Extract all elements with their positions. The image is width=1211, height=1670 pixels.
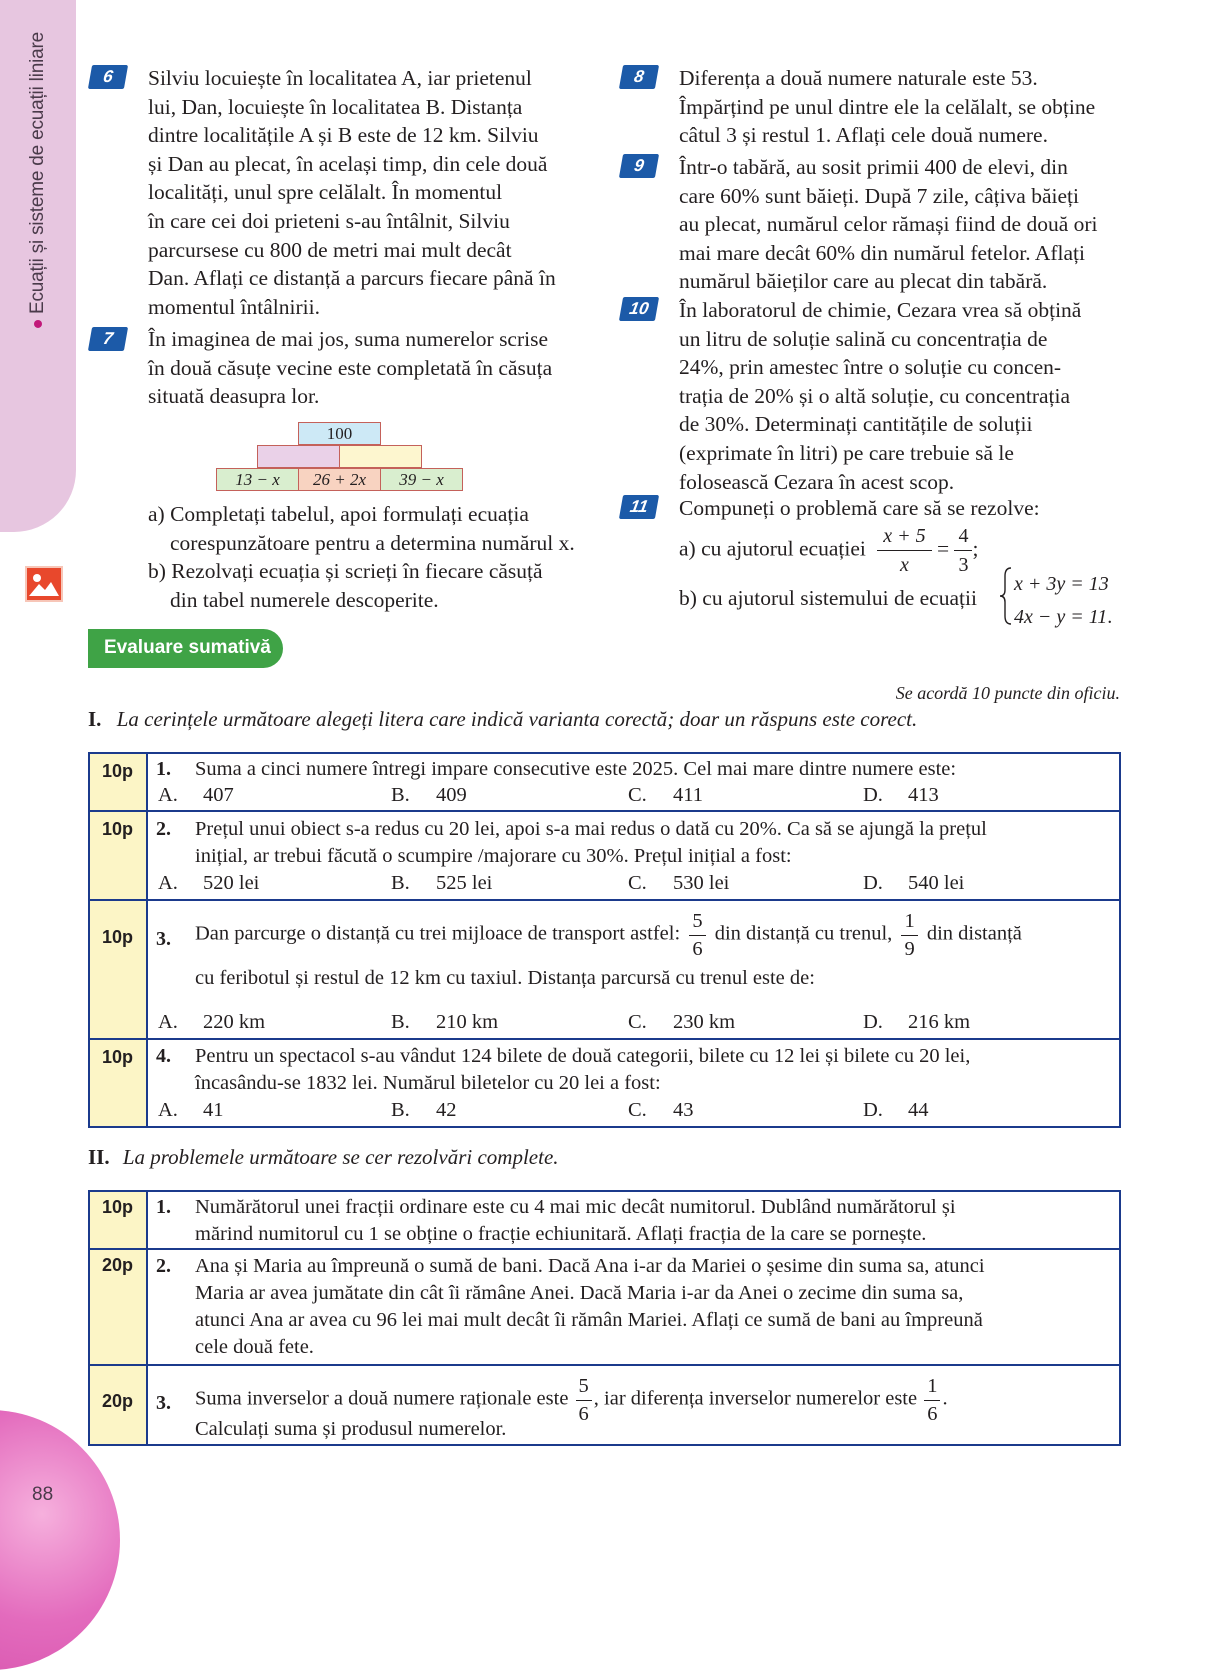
answer-option[interactable]: D. 413 bbox=[863, 784, 939, 806]
exercise-11-a: a) cu ajutorul ecuației $\frac{x + 5}{x}$ = $\frac{4}{3}$ ; bbox=[679, 525, 979, 576]
exercise-8-badge: 8 bbox=[619, 65, 659, 89]
points-cell: 10p bbox=[88, 753, 147, 811]
text-line: 24%, prin amestec între o soluție cu concen- bbox=[679, 355, 1062, 380]
question-number: 2. bbox=[156, 1255, 171, 1277]
question-number: 2. bbox=[156, 818, 171, 840]
answer-option[interactable]: B. 42 bbox=[391, 1099, 457, 1121]
table-column-divider bbox=[146, 1190, 148, 1446]
pyramid-bottom-middle-cell: 26 + 2x bbox=[298, 468, 381, 491]
exercise-11-b: b) cu ajutorul sistemului de ecuații bbox=[679, 586, 977, 610]
text-line: situată deasupra lor. bbox=[148, 384, 320, 409]
fraction: $\frac{4}{3}$ bbox=[954, 526, 972, 575]
answer-option[interactable]: B. 409 bbox=[391, 784, 467, 806]
table-divider bbox=[88, 1038, 1121, 1040]
exercise-7-badge: 7 bbox=[88, 327, 128, 351]
text-line: parcursese cu 800 de metri mai mult decât bbox=[148, 237, 512, 262]
answer-option[interactable]: D. 540 lei bbox=[863, 872, 965, 894]
text-line: Diferența a două numere naturale este 53. bbox=[679, 66, 1038, 90]
evaluation-title: Evaluare sumativă bbox=[88, 629, 283, 668]
exercise-7-subparts bbox=[148, 500, 608, 614]
subpart-a-label: a) cu ajutorul ecuației bbox=[679, 536, 866, 561]
answer-option[interactable]: A. 407 bbox=[158, 784, 234, 806]
fraction: $\frac{1}{9}$ bbox=[901, 911, 917, 959]
text-line: în două căsuțe vecine este completată în căsuța bbox=[148, 355, 553, 380]
question-text: Numărătorul unei fracții ordinare este cu 4 mai mic decât numitorul. Dublând numărătorul și mărind numitorul cu 1 se obține o fracție echiunitară. Aflați fracția de la care se pornește. bbox=[195, 1196, 956, 1245]
text-line: (exprimate în litri) pe care trebuie să le bbox=[679, 440, 1014, 465]
subpart-a-line: corespunzătoare pentru a determina numărul x. bbox=[170, 530, 575, 555]
answer-option[interactable]: D. 44 bbox=[863, 1099, 929, 1121]
points-cell: 10p bbox=[88, 1191, 147, 1249]
text-line: mai mare decât 60% din numărul fetelor. Aflați bbox=[679, 240, 1085, 265]
answer-option[interactable]: B. 525 lei bbox=[391, 872, 493, 894]
exercise-8-text bbox=[679, 64, 1129, 150]
text-line: de 30%. Determinați cantitățile de soluții bbox=[679, 412, 1033, 437]
text-line: Într-o tabără, au sosit primii 400 de elevi, din bbox=[679, 155, 1068, 179]
subpart-b-line: din tabel numerele descoperite. bbox=[170, 587, 439, 612]
text-line: trația de 20% și o altă soluție, cu concentrația bbox=[679, 383, 1071, 408]
pyramid-middle-left-cell bbox=[257, 445, 340, 468]
question-text: Dan parcurge o distanță cu trei mijloace de transport astfel: $\frac{5}{6}$ din distanță cu trenul, $\frac{1}{9}$ din distanță bbox=[195, 910, 1022, 960]
page-number: 88 bbox=[32, 1484, 54, 1505]
exercise-11-system bbox=[1014, 568, 1112, 634]
table-divider bbox=[88, 1364, 1121, 1366]
text-line: lui, Dan, locuiește în localitatea B. Distanța bbox=[148, 94, 523, 119]
question-text: cu feribotul și restul de 12 km cu taxiul. Distanța parcursă cu trenul este de: bbox=[195, 967, 815, 989]
exercise-11-intro: Compuneți o problemă care să se rezolve: bbox=[679, 496, 1040, 520]
text-line: au plecat, numărul celor rămași fiind de două ori bbox=[679, 212, 1098, 237]
question-number: 3. bbox=[156, 928, 171, 950]
answer-option[interactable]: A. 220 km bbox=[158, 1011, 266, 1033]
sidebar-chapter-label: Ecuații și sisteme de ecuații liniare bbox=[27, 32, 49, 328]
text-line: numărul băieților care au plecat din tabără. bbox=[679, 269, 1048, 294]
fraction: $\frac{5}{6}$ bbox=[689, 911, 705, 959]
fraction: $\frac{5}{6}$ bbox=[576, 1376, 592, 1424]
question-number: 1. bbox=[156, 758, 171, 780]
text-line: un litru de soluție salină cu concentrația de bbox=[679, 326, 1048, 351]
subpart-a-line: a) Completați tabelul, apoi formulați ecuația bbox=[148, 502, 529, 526]
answer-option[interactable]: D. 216 km bbox=[863, 1011, 971, 1033]
exercise-11-badge: 11 bbox=[619, 495, 659, 519]
official-points-note: Se acordă 10 puncte din oficiu. bbox=[895, 683, 1120, 703]
question-text: Prețul unui obiect s-a redus cu 20 lei, apoi s-a mai redus o dată cu 20%. Ca să se ajungă la prețul inițial, ar trebui făcută o scumpire /majorare cu 30%. Prețul inițial a fost: bbox=[195, 818, 987, 867]
system-equation: 4x − y = 11. bbox=[1014, 606, 1113, 628]
points-cell: 10p bbox=[88, 1039, 147, 1127]
brace-icon bbox=[999, 566, 1013, 626]
answer-option[interactable]: C. 411 bbox=[628, 784, 703, 806]
exercise-9-badge: 9 bbox=[619, 154, 659, 178]
exercise-9-text bbox=[679, 153, 1129, 296]
fraction: $\frac{x + 5}{x}$ bbox=[877, 526, 931, 575]
question-text: Pentru un spectacol s-au vândut 124 bilete de două categorii, bilete cu 12 lei și bilete cu 20 lei, încasându-se 1832 lei. Numărul biletelor cu 20 lei a fost: bbox=[195, 1045, 971, 1094]
text-line: În laboratorul de chimie, Cezara vrea să obțină bbox=[679, 298, 1082, 322]
text-line: care 60% sunt băieți. După 7 zile, câțiva băieți bbox=[679, 183, 1079, 208]
question-text: Suma a cinci numere întregi impare consecutive este 2025. Cel mai mare dintre numere este: bbox=[195, 758, 957, 780]
pyramid-bottom-right-cell: 39 − x bbox=[380, 468, 463, 491]
table-divider bbox=[88, 810, 1121, 812]
question-text: Calculați suma și produsul numerelor. bbox=[195, 1418, 507, 1440]
table-divider bbox=[88, 1248, 1121, 1250]
text-line: momentul întâlnirii. bbox=[148, 294, 320, 319]
exercise-7-text bbox=[148, 325, 598, 411]
text-line: câtul 3 și restul 1. Aflați cele două numere. bbox=[679, 123, 1048, 148]
text-line: În imaginea de mai jos, suma numerelor scrise bbox=[148, 327, 549, 351]
text-line: Împărțind pe unul dintre ele la celălalt, se obține bbox=[679, 94, 1096, 119]
question-text: Suma inverselor a două numere raționale este $\frac{5}{6}$ , iar diferența inverselor numerelor este $\frac{1}{6}$ . bbox=[195, 1375, 948, 1425]
exercise-6-text bbox=[148, 64, 598, 321]
text-line: Dan. Aflați ce distanță a parcurs fiecare până în bbox=[148, 266, 556, 291]
table-column-divider bbox=[146, 752, 148, 1128]
text-line: Silviu locuiește în localitatea A, iar prietenul bbox=[148, 66, 532, 90]
exercise-6-badge: 6 bbox=[88, 65, 128, 89]
answer-option[interactable]: A. 520 lei bbox=[158, 872, 260, 894]
question-number: 4. bbox=[156, 1045, 171, 1067]
pyramid-bottom-left-cell: 13 − x bbox=[216, 468, 299, 491]
exercise-10-badge: 10 bbox=[619, 297, 659, 321]
subpart-b-line: b) Rezolvați ecuația și scrieți în fiecare căsuță bbox=[148, 559, 543, 584]
text-line: folosească Cezara în acest scop. bbox=[679, 469, 955, 494]
question-number: 1. bbox=[156, 1196, 171, 1218]
points-cell: 10p bbox=[88, 811, 147, 900]
answer-option[interactable]: A. 41 bbox=[158, 1099, 224, 1121]
image-icon[interactable] bbox=[25, 566, 63, 602]
question-number: 3. bbox=[156, 1392, 171, 1414]
part-1-instruction: I. La cerințele următoare alegeți litera care indică varianta corectă; doar un răspuns este corect. bbox=[88, 707, 918, 731]
exercise-10-text bbox=[679, 296, 1129, 496]
points-cell: 20p bbox=[88, 1249, 147, 1365]
pyramid-middle-right-cell bbox=[339, 445, 422, 468]
decorative-corner bbox=[0, 1410, 120, 1670]
answer-option[interactable]: C. 43 bbox=[628, 1099, 694, 1121]
system-equation: x + 3y = 13 bbox=[1014, 573, 1109, 595]
table-divider bbox=[88, 899, 1121, 901]
question-text: Ana și Maria au împreună o sumă de bani. Dacă Ana i-ar da Mariei o șesime din suma sa, atunci Maria ar avea jumătate din cât îi rămâne Anei. Dacă Maria i-ar da Anei o zecime din suma sa, atunci Ana ar avea cu 96 lei mai mult decât îi rămân Mariei. Aflați ce sumă de bani au împreună cele două fete. bbox=[195, 1255, 985, 1358]
text-line: localități, unul spre celălalt. În momentul bbox=[148, 180, 503, 205]
text-line: dintre localitățile A și B este de 12 km. Silviu bbox=[148, 123, 539, 148]
points-cell: 10p bbox=[88, 900, 147, 1039]
bullet-dot-icon bbox=[34, 320, 42, 328]
text-line: în care cei doi prieteni s-au întâlnit, Silviu bbox=[148, 208, 510, 233]
answer-option[interactable]: C. 530 lei bbox=[628, 872, 730, 894]
fraction: $\frac{1}{6}$ bbox=[924, 1376, 940, 1424]
answer-option[interactable]: C. 230 km bbox=[628, 1011, 736, 1033]
sidebar-tab bbox=[0, 0, 76, 532]
text-line: și Dan au plecat, în același timp, din cele două bbox=[148, 151, 548, 176]
part-2-instruction: II. La problemele următoare se cer rezolvări complete. bbox=[88, 1145, 559, 1169]
answer-option[interactable]: B. 210 km bbox=[391, 1011, 499, 1033]
pyramid-top-cell: 100 bbox=[298, 422, 381, 445]
points-cell: 20p bbox=[88, 1365, 147, 1445]
